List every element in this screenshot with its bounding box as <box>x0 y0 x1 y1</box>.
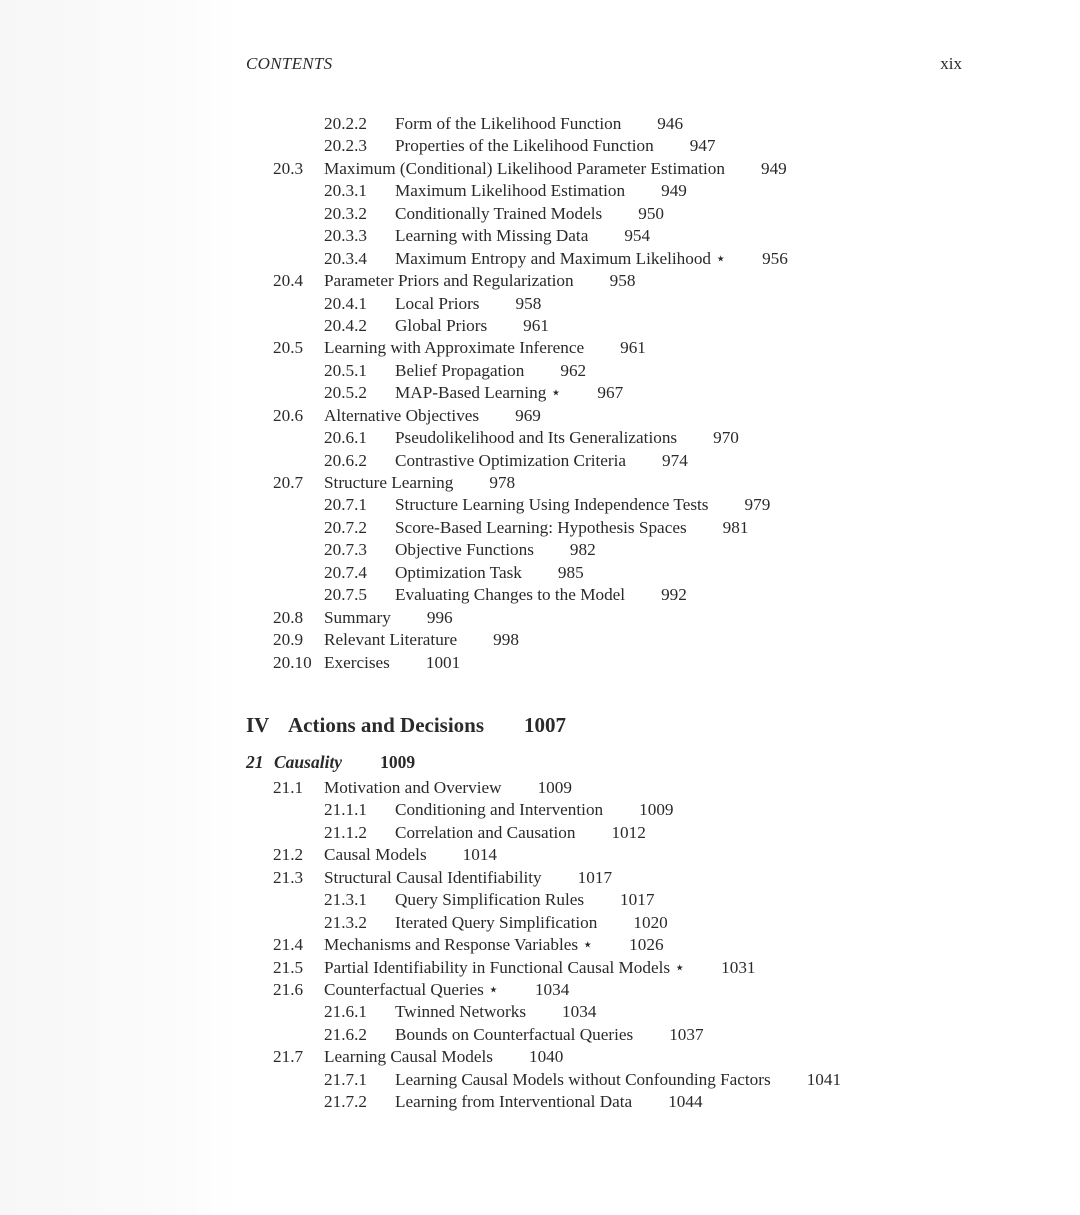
toc-entry-title <box>395 889 654 911</box>
toc-entry-title-text: Contrastive Optimization Criteria <box>395 450 627 470</box>
toc-entry-number: 20.7.1 <box>324 495 367 515</box>
toc-entry-title-text: Learning with Approximate Inference <box>324 338 585 358</box>
toc-entry-page: 1017 <box>620 890 655 910</box>
toc-entry-page: 950 <box>638 203 664 223</box>
toc-entry-page: 1001 <box>425 652 461 672</box>
toc-entry-title <box>395 539 596 561</box>
toc-subsection-entry <box>0 315 1080 337</box>
toc-entry-number: 20.7.3 <box>324 540 367 560</box>
toc-entry-page: 1044 <box>668 1092 703 1112</box>
toc-subsection-entry <box>0 799 1080 821</box>
toc-entry-title-text: Maximum (Conditional) Likelihood Parameter Estimation <box>324 158 725 178</box>
toc-entry-page: 1041 <box>806 1069 842 1089</box>
toc-entry-page: 1040 <box>528 1047 564 1067</box>
toc-entry-number: 21.5 <box>273 957 304 977</box>
toc-subsection-entry <box>0 562 1080 584</box>
toc-entry-page: 981 <box>722 517 749 537</box>
toc-entry-number: 20.3.3 <box>324 226 367 246</box>
toc-entry-title-text: Partial Identifiability in Functional Causal Models ⋆ <box>324 957 686 977</box>
toc-section-entry <box>0 337 1080 359</box>
toc-subsection-entry <box>0 135 1080 157</box>
toc-entry-title-text: Causal Models <box>324 845 427 865</box>
toc-entry-title-text: Properties of the Likelihood Function <box>395 136 654 156</box>
toc-entry-title <box>395 1001 596 1023</box>
toc-entry-number: 20.4.1 <box>324 293 367 313</box>
toc-entry-number: 20.7.5 <box>324 585 367 605</box>
toc-entry-page: 1034 <box>562 1002 597 1022</box>
toc-entry-page: 978 <box>489 473 516 492</box>
toc-subsection-entry <box>0 293 1080 315</box>
toc-subsection-entry <box>0 180 1080 202</box>
toc-entry-title-text: Counterfactual Queries ⋆ <box>324 979 499 999</box>
toc-section-entry <box>0 777 1080 799</box>
toc-subsection-entry <box>0 822 1080 844</box>
toc-subsection-entry <box>0 382 1080 404</box>
toc-entry-title-text: Learning Causal Models <box>324 1047 493 1067</box>
toc-entry-title <box>395 225 650 247</box>
toc-entry-title <box>324 337 646 359</box>
toc-entry-title-text: Motivation and Overview <box>324 778 502 797</box>
toc-entry-title-text: Summary <box>324 607 391 627</box>
toc-entry-number: 20.10 <box>273 652 312 672</box>
toc-entry-number: 20.6.2 <box>324 450 367 470</box>
toc-entry-title <box>395 135 716 157</box>
toc-entry-title-text: Learning Causal Models without Confounding Factors <box>395 1069 771 1089</box>
toc-entry-number: 21.7 <box>273 1047 304 1067</box>
toc-subsection-entry <box>0 912 1080 934</box>
toc-entry-title <box>395 562 584 584</box>
toc-entry-number: 20.3.1 <box>324 181 367 201</box>
page-number: xix <box>940 54 962 73</box>
toc-entry-title-text: Maximum Likelihood Estimation <box>395 181 626 201</box>
toc-entry-title <box>395 427 739 449</box>
toc-subsection-entry <box>0 1091 1080 1113</box>
toc-entry-title <box>395 1091 703 1113</box>
chapter-number: 21 <box>246 752 264 772</box>
toc-entry-page: 1009 <box>639 800 674 820</box>
chapter-page: 1009 <box>380 752 416 772</box>
toc-entry-title-text: Twinned Networks <box>395 1002 527 1022</box>
toc-entry-title <box>324 405 541 427</box>
toc-entry-title <box>324 607 453 629</box>
toc-entry-title <box>395 584 687 606</box>
toc-entry-title <box>395 822 646 844</box>
toc-entry-title <box>395 180 687 202</box>
toc-subsection-entry <box>0 248 1080 270</box>
toc-entry-number: 20.5 <box>273 338 304 358</box>
toc-entry-title <box>395 912 668 934</box>
toc-entry-title-text: Conditionally Trained Models <box>395 203 603 223</box>
toc-entry-number: 20.7.2 <box>324 517 367 537</box>
toc-entry-number: 20.9 <box>273 630 304 650</box>
toc-entry-title <box>324 629 519 651</box>
toc-entry-page: 985 <box>557 562 584 582</box>
toc-entry-number: 20.2.3 <box>324 136 367 156</box>
toc-entry-page: 998 <box>493 630 519 650</box>
toc-section-entry <box>0 652 1080 674</box>
toc-entry-number: 21.7.1 <box>324 1069 367 1089</box>
toc-entry-title <box>324 1046 563 1068</box>
toc-entry-page: 961 <box>620 338 646 358</box>
toc-entry-title-text: MAP-Based Learning ⋆ <box>395 383 562 403</box>
toc-section-entry <box>0 405 1080 427</box>
part-page: 1007 <box>524 713 567 737</box>
toc-entry-page: 974 <box>662 450 688 470</box>
toc-entry-page: 956 <box>762 248 788 268</box>
toc-entry-page: 961 <box>523 315 549 335</box>
toc-entry-number: 21.6 <box>273 979 304 999</box>
toc-section-bottom <box>0 777 1080 1114</box>
toc-entry-title-text: Alternative Objectives <box>324 405 480 425</box>
toc-entry-title-text: Pseudolikelihood and Its Generalizations <box>395 428 678 448</box>
toc-entry-title <box>395 203 664 225</box>
toc-entry-title <box>395 248 788 270</box>
toc-entry-title-text: Belief Propagation <box>395 360 525 380</box>
toc-entry-page: 954 <box>624 226 651 246</box>
toc-entry-page: 1020 <box>633 912 668 932</box>
toc-entry-title-text: Local Priors <box>395 293 480 313</box>
toc-entry-number: 21.4 <box>273 935 304 955</box>
toc-entry-title <box>395 450 688 472</box>
toc-entry-title <box>395 360 586 382</box>
toc-entry-title-text: Parameter Priors and Regularization <box>324 271 574 291</box>
toc-entry-page: 949 <box>661 181 687 201</box>
toc-subsection-entry <box>0 203 1080 225</box>
toc-entry-page: 969 <box>515 405 541 425</box>
toc-entry-page: 958 <box>609 271 636 291</box>
toc-entry-page: 1037 <box>669 1024 704 1044</box>
toc-entry-page: 1009 <box>537 778 572 797</box>
toc-subsection-entry <box>0 539 1080 561</box>
toc-entry-title <box>324 158 787 180</box>
toc-entry-title-text: Learning from Interventional Data <box>395 1092 633 1112</box>
toc-entry-title-text: Structure Learning Using Independence Tests <box>395 495 709 515</box>
toc-entry-title-text: Exercises <box>324 652 390 672</box>
toc-entry-page: 1034 <box>534 979 570 999</box>
toc-entry-number: 20.3.4 <box>324 248 367 268</box>
toc-entry-title <box>395 517 748 539</box>
toc-entry-title-text: Objective Functions <box>395 540 534 560</box>
toc-entry-number: 20.6.1 <box>324 428 367 448</box>
toc-entry-title-text: Form of the Likelihood Function <box>395 114 622 133</box>
toc-subsection-entry <box>0 225 1080 247</box>
toc-section-entry <box>0 1046 1080 1068</box>
toc-entry-title <box>395 293 541 315</box>
toc-entry-number: 20.3 <box>273 158 304 178</box>
toc-section-entry <box>0 957 1080 979</box>
toc-subsection-entry <box>0 494 1080 516</box>
toc-entry-number: 20.3.2 <box>324 203 367 223</box>
toc-subsection-entry <box>0 889 1080 911</box>
toc-section-entry <box>0 607 1080 629</box>
toc-subsection-entry <box>0 1069 1080 1091</box>
running-header: CONTENTS <box>246 54 333 73</box>
toc-entry-number: 20.6 <box>273 405 304 425</box>
toc-entry-number: 20.5.1 <box>324 360 367 380</box>
part-title: Actions and Decisions <box>288 713 485 737</box>
toc-section-entry <box>0 158 1080 180</box>
toc-entry-title-text: Structure Learning <box>324 473 454 492</box>
toc-entry-title-text: Mechanisms and Response Variables ⋆ <box>324 935 594 955</box>
toc-entry-page: 1017 <box>577 867 613 887</box>
toc-entry-title <box>324 472 515 494</box>
toc-subsection-entry <box>0 360 1080 382</box>
toc-entry-title-text: Relevant Literature <box>324 630 458 650</box>
toc-entry-title <box>395 1069 841 1091</box>
toc-entry-title <box>324 979 569 1001</box>
toc-entry-page: 979 <box>744 495 771 515</box>
toc-section-entry <box>0 979 1080 1001</box>
toc-entry-page: 970 <box>713 428 739 448</box>
toc-section-top <box>0 113 1080 674</box>
toc-subsection-entry <box>0 427 1080 449</box>
chapter-heading <box>246 752 415 773</box>
toc-subsection-entry <box>0 584 1080 606</box>
toc-entry-title <box>395 494 770 516</box>
toc-entry-page: 1014 <box>462 845 498 865</box>
toc-entry-page: 1031 <box>721 957 756 977</box>
toc-entry-title-text: Maximum Entropy and Maximum Likelihood ⋆ <box>395 248 727 268</box>
toc-entry-page: 949 <box>760 158 787 178</box>
part-number: IV <box>246 713 270 737</box>
toc-entry-number: 21.6.1 <box>324 1002 367 1022</box>
toc-entry-title <box>395 799 674 821</box>
toc-entry-page: 982 <box>569 540 596 560</box>
toc-entry-number: 21.7.2 <box>324 1092 367 1112</box>
toc-entry-title-text: Evaluating Changes to the Model <box>395 585 626 605</box>
toc-entry-page: 946 <box>657 114 684 133</box>
toc-entry-number: 20.7 <box>273 473 304 492</box>
toc-entry-title-text: Conditioning and Intervention <box>395 800 604 820</box>
toc-entry-number: 21.1.2 <box>324 822 367 842</box>
toc-section-entry <box>0 270 1080 292</box>
toc-entry-page: 992 <box>661 585 687 605</box>
toc-entry-page: 947 <box>689 136 716 156</box>
toc-entry-number: 20.5.2 <box>324 383 367 403</box>
toc-entry-title-text: Score-Based Learning: Hypothesis Spaces <box>395 517 687 537</box>
toc-subsection-entry <box>0 1001 1080 1023</box>
toc-entry-number: 20.2.2 <box>324 114 367 133</box>
toc-entry-number: 20.8 <box>273 607 304 627</box>
toc-entry-title <box>324 777 572 799</box>
toc-entry-title-text: Query Simplification Rules <box>395 890 585 910</box>
toc-entry-title <box>324 934 664 956</box>
toc-entry-title <box>395 382 623 404</box>
toc-entry-title <box>324 844 497 866</box>
toc-entry-page: 962 <box>560 360 587 380</box>
toc-subsection-entry <box>0 113 1080 135</box>
toc-entry-title <box>395 1024 704 1046</box>
toc-entry-title <box>324 652 460 674</box>
toc-entry-number: 21.3 <box>273 867 304 887</box>
toc-section-entry <box>0 472 1080 494</box>
toc-section-entry <box>0 934 1080 956</box>
chapter-title: Causality <box>274 752 343 772</box>
toc-entry-title-text: Optimization Task <box>395 562 522 582</box>
toc-section-entry <box>0 629 1080 651</box>
toc-entry-number: 21.1 <box>273 778 304 797</box>
toc-subsection-entry <box>0 1024 1080 1046</box>
toc-entry-number: 21.3.2 <box>324 912 367 932</box>
toc-entry-page: 967 <box>597 383 624 403</box>
toc-entry-title-text: Global Priors <box>395 315 488 335</box>
toc-entry-number: 21.2 <box>273 845 304 865</box>
toc-entry-number: 21.3.1 <box>324 890 367 910</box>
toc-entry-title <box>324 867 612 889</box>
toc-subsection-entry <box>0 517 1080 539</box>
toc-entry-number: 21.1.1 <box>324 800 367 820</box>
toc-entry-number: 21.6.2 <box>324 1024 367 1044</box>
toc-entry-title <box>395 315 549 337</box>
toc-entry-number: 20.4 <box>273 271 304 291</box>
toc-section-entry <box>0 844 1080 866</box>
toc-entry-title-text: Structural Causal Identifiability <box>324 867 542 887</box>
toc-entry-title <box>324 957 756 979</box>
toc-entry-number: 20.7.4 <box>324 562 367 582</box>
toc-subsection-entry <box>0 450 1080 472</box>
part-heading <box>246 713 566 738</box>
toc-entry-title-text: Bounds on Counterfactual Queries <box>395 1024 634 1044</box>
toc-entry-title <box>324 270 635 292</box>
toc-entry-page: 1012 <box>611 822 646 842</box>
toc-entry-number: 20.4.2 <box>324 315 367 335</box>
toc-entry-title-text: Learning with Missing Data <box>395 226 589 246</box>
toc-entry-title-text: Correlation and Causation <box>395 822 576 842</box>
toc-entry-page: 958 <box>515 293 542 313</box>
toc-entry-page: 1026 <box>629 935 664 955</box>
toc-entry-title-text: Iterated Query Simplification <box>395 912 598 932</box>
toc-entry-page: 996 <box>426 607 453 627</box>
toc-section-entry <box>0 867 1080 889</box>
toc-entry-title <box>395 113 683 135</box>
